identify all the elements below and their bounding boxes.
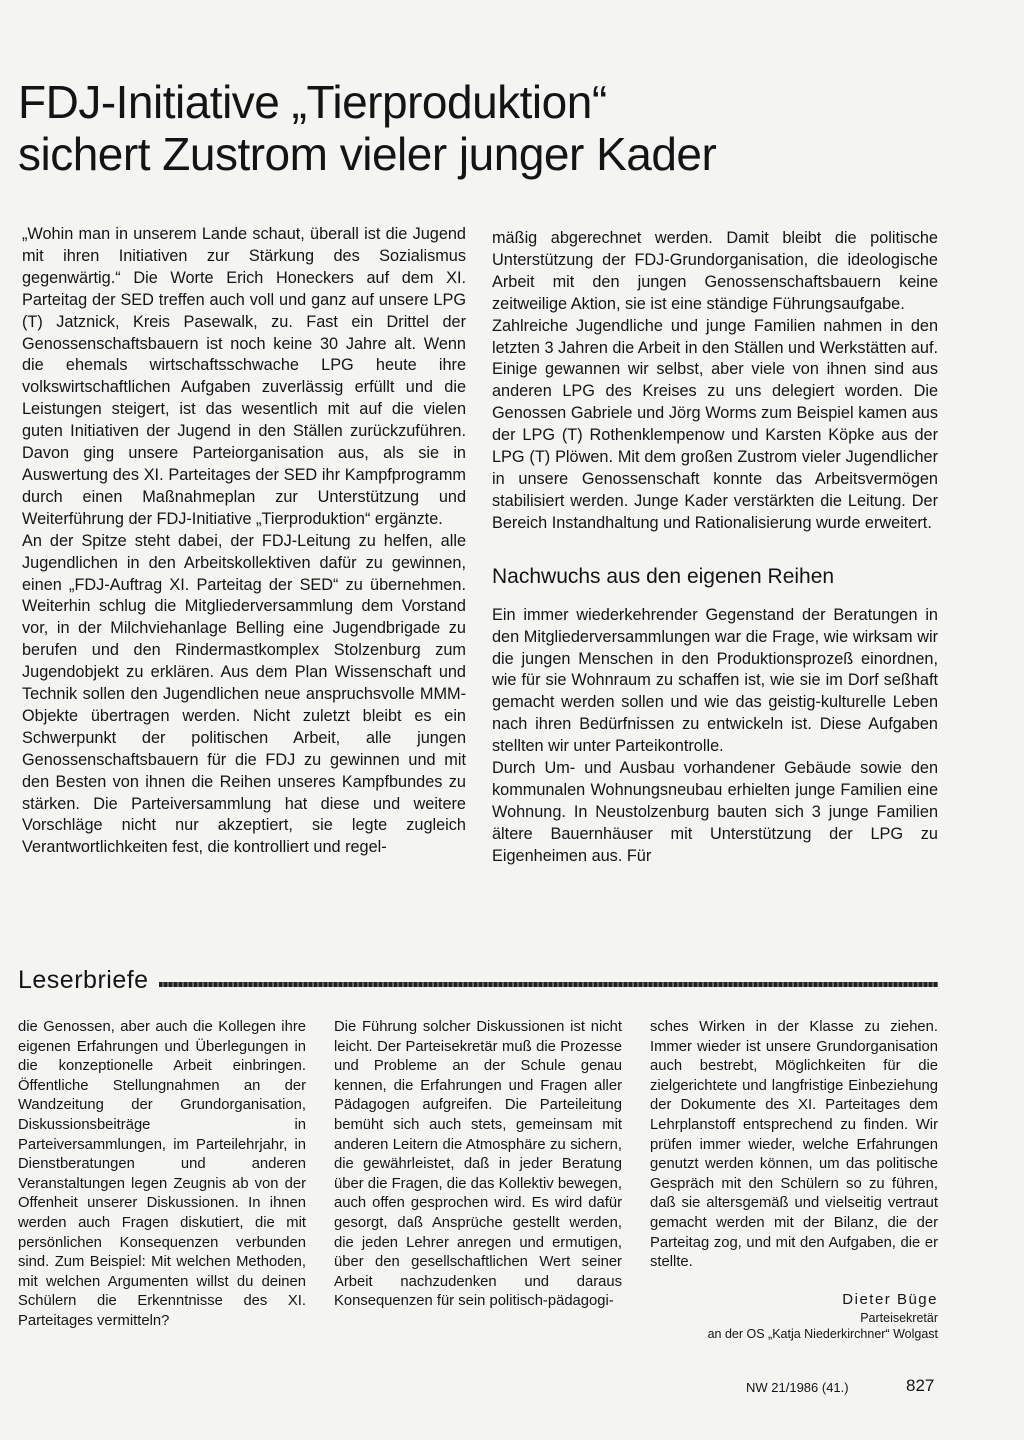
letters-column-3 [650, 1018, 938, 1273]
article-column-2 [492, 228, 938, 868]
letters-column-1 [18, 1018, 306, 1332]
signature-role: Parteisekretär [860, 1311, 938, 1325]
letter-paragraph: sches Wirken in der Klasse zu ziehen. Immer wieder ist unsere Grundorganisation auch bestrebt, Möglichkeiten für die zielgerichtete und langfristige Einbeziehung der Dokumente des XI. Parteitages dem Lehrplanstoff entsprechend zu finden. Wir prüfen immer wieder, welche Erfahrungen genutzt werden können, um das politische Gespräch mit den Schülern so zu führen, daß sie altersgemäß und vielseitig vertraut gemacht werden mit der Bilanz, die der Parteitag zog, und mit den Aufgaben, die er stellte. [650, 1019, 938, 1271]
article-paragraph: Ein immer wiederkehrender Gegenstand der Beratungen in den Mitgliederversammlungen war die Frage, wie wirksam wir die jungen Menschen in den Produktionsprozeß einordnen, wie für sie Wohnraum zu schaffen ist, wie sie im Dorf seßhaft gemacht werden sollen und wie das geistig-kulturelle Leben nach ihren Bedürfnissen zu entwickeln ist. Diese Aufgaben stellten wir unter Parteikontrolle. [492, 605, 938, 756]
article-subheading: Nachwuchs aus den eigenen Reihen [492, 564, 835, 588]
article-paragraph: „Wohin man in unserem Lande schaut, überall ist die Jugend mit ihren Initiativen zur Stärkung des Sozialismus gegenwärtig.“ Die Worte Erich Honeckers auf dem XI. Parteitag der SED treffen auch voll und ganz auf unsere LPG (T) Jatznick, Kreis Pasewalk, zu. Fast ein Drittel der Genossenschaftsbauern ist noch keine 30 Jahre alt. Wenn die ehemals wirtschaftsschwache LPG heute ihre volkswirtschaftlichen Aufgaben zuverlässig erfüllt und die Leistungen steigert, ist das wesentlich mit auf die vielen guten Initiativen der Jugend in den Ställen zurückzuführen. Davon ging unsere Parteiorganisation aus, als sie in Auswertung des XI. Parteitages der SED ihr Kampfprogramm durch einen Maßnahmeplan zur Unterstützung und Weiterführung der FDJ-Initiative „Tierproduktion“ ergänzte. [22, 225, 466, 528]
page-number: 827 [906, 1376, 935, 1395]
letter-paragraph: Die Führung solcher Diskussionen ist nicht leicht. Der Parteisekretär muß die Prozesse und Probleme an der Schule genau kennen, die Erfahrungen und Fragen aller Pädagogen aufgreifen. Die Parteileitung bemüht sich auch stets, gemeinsam mit anderen Leitern die Atmosphäre zu sichern, die gewährleistet, daß in jeder Beratung über die Fragen, die das Kollektiv bewegen, auch offen gesprochen wird. Es wird dafür gesorgt, daß Ansprüche gestellt werden, die jeden Lehrer anregen und ermutigen, über den gesellschaftlichen Wert seiner Arbeit nachzudenken und daraus Konsequenzen für sein politisch-pädagogi- [334, 1019, 622, 1310]
letter-signature [708, 1290, 938, 1342]
article-paragraph: Zahlreiche Jugendliche und junge Familien nahmen in den letzten 3 Jahren die Arbeit in den Ställen und Werkstätten auf. Einige gewannen wir selbst, aber viele von ihnen sind aus anderen LPG des Kreises zu uns delegiert worden. Die Genossen Gabriele und Jörg Worms zum Beispiel kamen aus der LPG (T) Rothenklempenow und Karsten Köpke aus der LPG (T) Plöwen. Mit dem großen Zustrom vieler Jugendlicher in unsere Genossenschaft konnte das Arbeitsvermögen stabilisiert werden. Junge Kader verstärkten die Leitung. Der Bereich Instandhaltung und Rationalisierung wurde erweitert. [492, 316, 938, 532]
page-title [18, 76, 998, 180]
article-paragraph: An der Spitze steht dabei, der FDJ-Leitung zu helfen, alle Jugendlichen in den Arbeitskollektiven dafür zu gewinnen, einen „FDJ-Auftrag XI. Parteitag der SED“ zu übernehmen. Weiterhin schlug die Mitgliederversammlung dem Vorstand vor, in der Milchviehanlage Belling eine Jugendbrigade zu berufen und den Rindermastkomplex Stolzenburg zum Jugendobjekt zu erklären. Aus dem Plan Wissenschaft und Technik sollen den Jugendlichen neue anspruchsvolle MMM-Objekte übertragen werden. Nicht zuletzt bleibt es ein Schwerpunkt der politischen Arbeit, alle jungen Genossenschaftsbauern für die FDJ zu gewinnen und mit den Besten von ihnen die Reihen unseres Kampfbundes zu stärken. Die Parteiversammlung hat diese und weitere Vorschläge nicht nur akzeptiert, sie legte zugleich Verantwortlichkeiten fest, die kontrolliert und regel- [22, 531, 466, 857]
section-label: Leserbriefe [18, 965, 149, 994]
article-column-1 [22, 224, 466, 859]
letters-section-header [18, 965, 938, 995]
letter-paragraph: die Genossen, aber auch die Kollegen ihre eigenen Erfahrungen und Überlegungen in die konzeptionelle Arbeit einbringen. Öffentliche Stellungnahmen an der Wandzeitung der Grundorganisation, Diskussionsbeiträge in Parteiversammlungen, im Parteilehrjahr, in Dienstberatungen und anderen Veranstaltungen legen Zeugnis ab von der Offenheit unserer Diskussionen. In ihnen werden auch Fragen diskutiert, die mit persönlichen Konsequenzen verbunden sind. Zum Beispiel: Mit welchen Methoden, mit welchen Argumenten willst du deinen Schülern die Erkenntnisse des XI. Parteitages vermitteln? [18, 1019, 306, 1329]
article-paragraph: Durch Um- und Ausbau vorhandener Gebäude sowie den kommunalen Wohnungsneubau erhielten junge Familien eine Wohnung. In Neustolzenburg bauten sich 3 junge Familien ältere Bauernhäuser mit Unterstützung der LPG zu Eigenheimen aus. Für [492, 759, 938, 865]
signature-affiliation: an der OS „Katja Niederkirchner“ Wolgast [707, 1327, 938, 1341]
article-paragraph: mäßig abgerechnet werden. Damit bleibt die politische Unterstützung der FDJ-Grundorganisation, die ideologische Arbeit mit den jungen Genossenschaftsbauern keine zeitweilige Aktion, sie ist eine ständige Führungsaufgabe. [492, 229, 938, 313]
headline-line-2: sichert Zustrom vieler junger Kader [18, 128, 717, 180]
section-divider [159, 982, 938, 987]
letters-column-2 [334, 1018, 622, 1312]
headline-line-1: FDJ-Initiative „Tierproduktion“ [18, 76, 607, 128]
issue-reference: NW 21/1986 (41.) [746, 1380, 849, 1395]
signature-name: Dieter Büge [842, 1291, 938, 1308]
